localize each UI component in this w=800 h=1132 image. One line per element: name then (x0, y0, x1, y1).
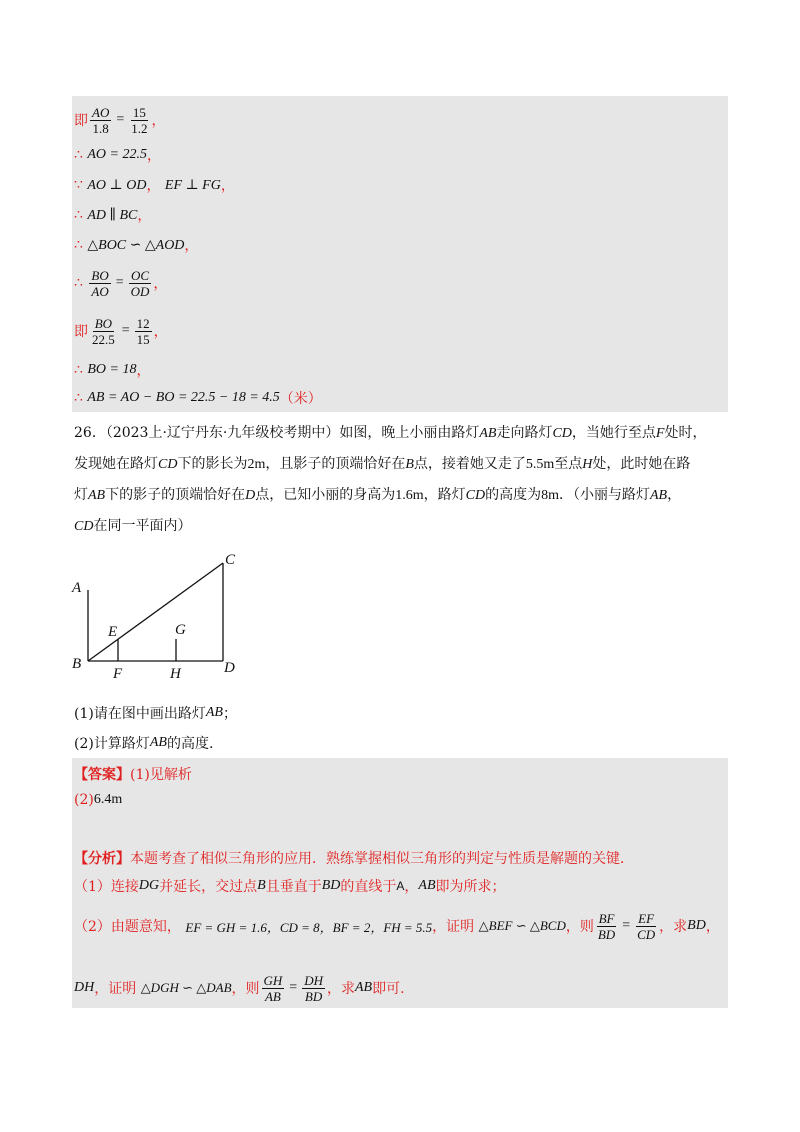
analysis-intro (74, 846, 634, 870)
numerator: AO (92, 104, 110, 120)
text: 即为所求； (435, 879, 506, 895)
math-cd: CD (158, 457, 178, 472)
fraction (90, 105, 111, 136)
math-dg: DG (138, 878, 160, 893)
comma: ， (153, 324, 168, 340)
solution-line-1 (74, 100, 166, 140)
math-cd: CD (465, 488, 486, 503)
text: (2)计算路灯 (74, 736, 150, 752)
numerator: 12 (136, 315, 150, 331)
label-d: D (224, 660, 235, 676)
text: 处时， (664, 425, 707, 441)
math-cd: CD (74, 519, 94, 534)
equals-sign: = (121, 323, 130, 338)
therefore-symbol: ∴ (74, 390, 83, 406)
text: ，求 (326, 981, 355, 997)
denominator: OD (130, 283, 150, 299)
value: 1.6m (395, 488, 424, 503)
text: ，路灯 (423, 487, 466, 503)
math-a: A (396, 879, 405, 893)
denominator: AB (264, 988, 281, 1004)
denominator: BD (597, 926, 616, 942)
fraction (262, 973, 285, 1004)
math-dh: DH (74, 980, 95, 995)
fraction (89, 268, 110, 299)
analysis-step-1 (74, 874, 506, 898)
answer-1: (1)见解析 (130, 767, 192, 783)
denominator: BD (304, 988, 323, 1004)
question-2 (74, 730, 213, 756)
fraction (90, 316, 117, 347)
fraction (129, 105, 149, 136)
solution-line-4 (74, 202, 151, 228)
math-bd: BD (321, 878, 341, 893)
comma: ， (146, 148, 161, 164)
math-expression: △BOC ∽ △AOD (87, 237, 185, 253)
text: 且垂直于 (265, 879, 322, 895)
text: ，证明 (94, 981, 137, 997)
text: ，且影子的顶端恰好在 (265, 456, 406, 472)
label-a: A (72, 580, 82, 596)
denominator: 1.2 (131, 120, 148, 136)
equals-sign: = (622, 918, 631, 933)
text: 的高度为 (485, 487, 542, 503)
text: ．（小丽与路灯 (558, 487, 650, 503)
fraction (596, 911, 617, 942)
text: ； (222, 706, 237, 722)
text: ， (705, 919, 720, 935)
geometry-figure (64, 548, 254, 684)
answer-line-2 (74, 788, 122, 812)
denominator: 22.5 (92, 331, 115, 347)
comma: ， (220, 178, 235, 194)
analysis-text: 本题考查了相似三角形的应用．熟练掌握相似三角形的判定与性质是解题的关键． (130, 851, 634, 867)
solution-line-6 (74, 262, 167, 304)
question-1 (74, 700, 237, 726)
label-h: H (170, 666, 181, 682)
fraction (129, 268, 152, 299)
text: （1）连接 (74, 879, 139, 895)
numerator: BO (91, 267, 109, 283)
denominator: AO (91, 283, 109, 299)
text: (1)请在图中画出路灯 (74, 706, 206, 722)
analysis-step-2 (74, 904, 720, 948)
because-symbol: ∵ (74, 177, 83, 193)
text: 点，已知小丽的身高为 (255, 487, 396, 503)
therefore-symbol: ∴ (74, 237, 83, 253)
label-b: B (72, 656, 82, 672)
therefore-symbol: ∴ (74, 147, 83, 163)
ji-text: 即 (74, 324, 88, 340)
light-ray-bc (88, 563, 223, 661)
text: 26．（2023上·辽宁丹东·九年级校考期中）如图，晚上小丽由路灯 (74, 425, 480, 441)
math-expression: EF ⊥ FG (164, 177, 221, 193)
text: 的直线于 (340, 879, 397, 895)
math-ab: AB (649, 488, 668, 503)
fraction (135, 316, 152, 347)
solution-line-8 (74, 358, 150, 382)
math-b: B (405, 457, 414, 472)
text: ， (404, 879, 419, 895)
math-ab: AB (354, 980, 373, 995)
solution-line-9 (74, 386, 322, 410)
comma: ， (184, 238, 199, 254)
text: 处，此时她在路 (592, 456, 691, 472)
math-d: D (245, 488, 256, 503)
fraction (302, 973, 325, 1004)
text: ，当她行至点 (571, 425, 656, 441)
text: 即可. (372, 981, 405, 997)
denominator: 15 (136, 331, 150, 347)
math-ab: AB (205, 705, 223, 720)
text: （2）由题意知， (74, 919, 181, 935)
text: 点，接着她又走了 (413, 456, 526, 472)
text: 的高度. (166, 736, 214, 752)
math-b: B (257, 878, 266, 893)
numerator: GH (263, 972, 283, 988)
text: ，则 (565, 919, 594, 935)
denominator: CD (637, 926, 656, 942)
math-cd: CD (552, 426, 572, 441)
text: 发现她在路灯 (74, 456, 158, 472)
fraction (635, 911, 657, 942)
numerator: BO (94, 315, 113, 331)
value: 2m (247, 457, 266, 472)
math-ab: AB (418, 878, 436, 893)
solution-line-5 (74, 232, 198, 258)
math-ab: AB (149, 735, 167, 750)
problem-statement (74, 418, 724, 542)
text: ，求 (659, 919, 688, 935)
numerator: 15 (132, 104, 146, 120)
equals-sign: = (116, 112, 125, 127)
answer-2-label: (2) (74, 792, 94, 808)
math-ab: AB (479, 426, 497, 441)
text: 下的影子的顶端恰好在 (105, 487, 246, 503)
label-g: G (175, 622, 186, 638)
math-expression: AO = 22.5 (87, 147, 147, 162)
solution-line-2 (74, 142, 161, 168)
comma: ， (153, 276, 168, 292)
math-f: F (655, 426, 665, 441)
comma: ， (137, 208, 152, 224)
math-expression: BO = 18 (87, 362, 137, 377)
value: 8m (541, 488, 559, 503)
text: 下的影长为 (177, 456, 248, 472)
text: ，证明 (432, 919, 475, 935)
numerator: BF (598, 910, 615, 926)
text: ， (667, 487, 682, 503)
text: 并延长，交过点 (159, 879, 258, 895)
math-h: H (582, 457, 593, 472)
math-bd: BD (687, 918, 706, 933)
denominator: 1.8 (92, 120, 109, 136)
math-similarity: △DGH ∽ △DAB (140, 980, 232, 995)
therefore-symbol: ∴ (74, 275, 83, 291)
comma: ， (146, 178, 161, 194)
therefore-symbol: ∴ (74, 207, 83, 223)
comma: ， (151, 113, 166, 129)
label-c: C (225, 552, 236, 568)
math-ab: AB (88, 488, 106, 503)
equals-sign: = (289, 980, 298, 995)
math-expression: EF = GH = 1.6，CD = 8，BF = 2，FH = 5.5 (185, 919, 433, 935)
solution-line-7 (74, 310, 168, 352)
ji-text: 即 (74, 113, 88, 129)
numerator: OC (130, 267, 150, 283)
math-expression: AB = AO − BO = 22.5 − 18 = 4.5 (87, 390, 280, 405)
label-e: E (108, 624, 118, 640)
math-expression: AD ∥ BC (87, 207, 138, 223)
numerator: EF (638, 910, 655, 926)
text: 在同一平面内） (93, 518, 192, 534)
text: 走向路灯 (496, 425, 553, 441)
comma: ， (136, 363, 151, 379)
numerator: DH (304, 972, 323, 988)
text: 灯 (74, 487, 88, 503)
math-expression: AO ⊥ OD (87, 177, 147, 193)
answer-line-1 (74, 762, 192, 786)
solution-line-3 (74, 172, 235, 198)
value: 5.5m (525, 457, 555, 472)
analysis-step-3 (74, 966, 405, 1010)
therefore-symbol: ∴ (74, 362, 83, 378)
answer-2-value: 6.4m (93, 792, 123, 807)
analysis-tag: 【分析】 (74, 851, 130, 867)
text: ，则 (231, 981, 260, 997)
math-similarity: △BEF ∽ △BCD (478, 918, 566, 933)
equals-sign: = (115, 275, 124, 290)
answer-tag: 【答案】 (74, 767, 130, 783)
label-f: F (113, 666, 123, 682)
text: 至点 (554, 456, 583, 472)
unit-text: （米） (279, 391, 322, 407)
